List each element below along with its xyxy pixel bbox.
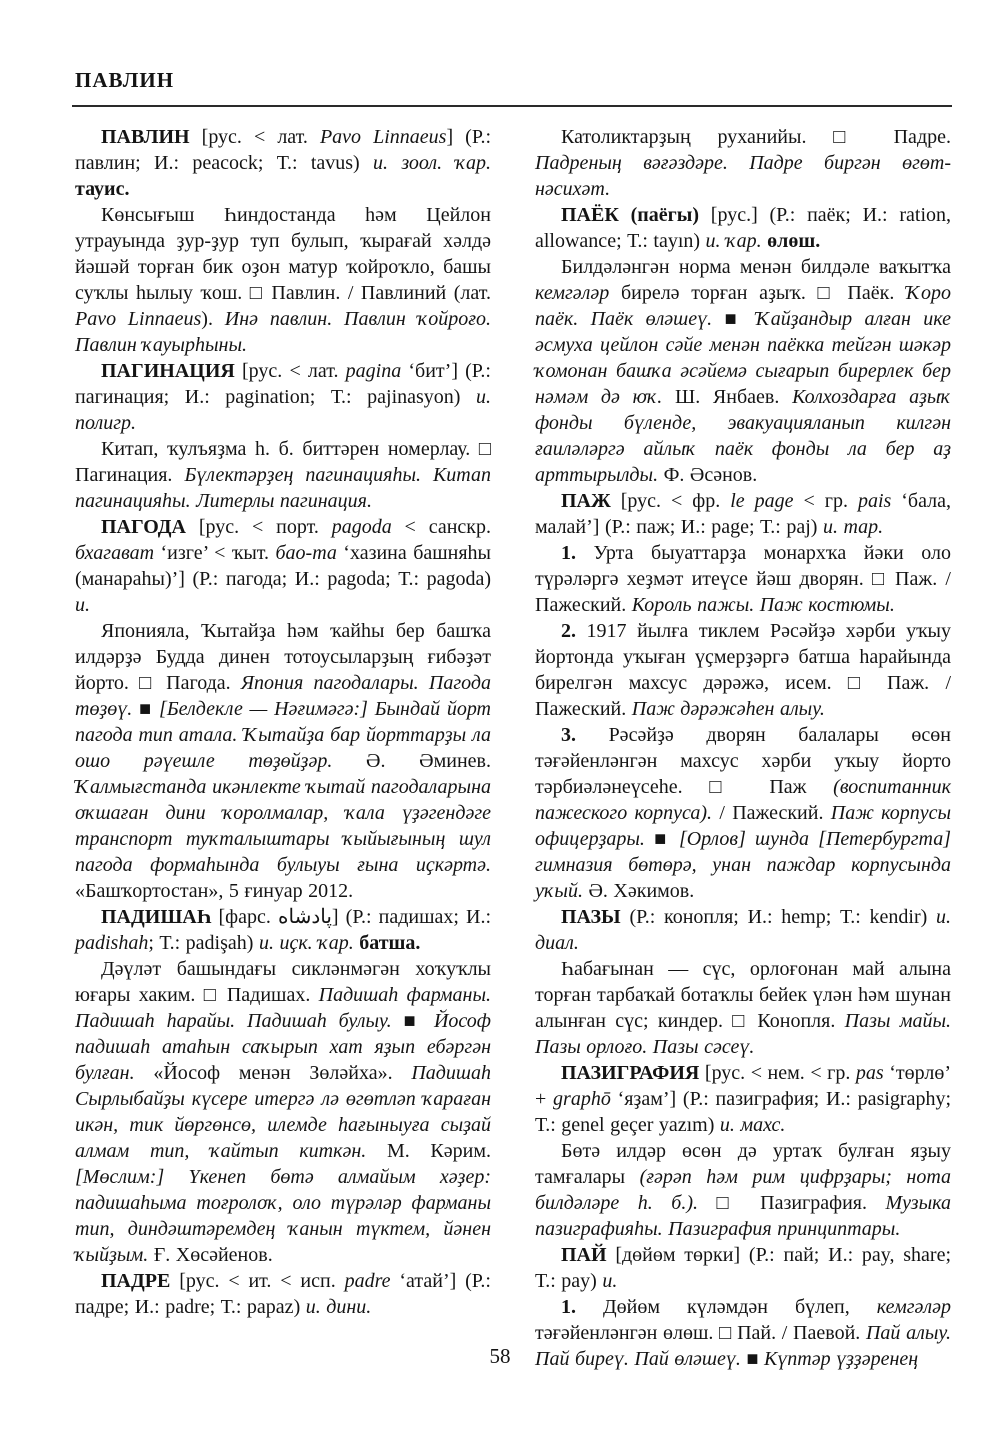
text-run: [рус. < порт. xyxy=(198,516,332,538)
dictionary-paragraph xyxy=(75,514,491,618)
text-run: pagina xyxy=(345,360,402,382)
text-run: (ғәрәп һәм рим цифрҙары; нота билдәләре һ. б.). xyxy=(535,1166,952,1214)
dictionary-paragraph xyxy=(535,202,951,254)
text-run: Колхоздарға аҙыҡ фонды бүленде, эвакуацияланып килгән ғаиләләргә айлыҡ паёк фонды ла бер аҙ арттырылды. xyxy=(535,386,951,486)
dictionary-paragraph xyxy=(75,358,491,436)
text-run: ■ xyxy=(740,1348,764,1370)
text-run: Падишаһ Сырлыбайҙы күсере итергә лә өгөтләп ҡараған икән, тик йөргөнсө, илемде һағыныуға сыҙай алмам тип, ҡайтып киткән. xyxy=(75,1062,491,1162)
text-run: < гр. xyxy=(793,490,858,512)
text-run: ; Т.: padişah) xyxy=(148,932,259,954)
text-run: ‘яҙам’] (Р.: пазиграфия; И.: pasigraphy; Т.: genel geçer yazım) xyxy=(535,1088,951,1136)
dictionary-paragraph xyxy=(535,1242,951,1294)
text-run: бирелә торған аҙыҡ. □ Паёк. xyxy=(609,282,906,304)
text-run: Рәсәйҙә дворян балалары өсөн тәғәйенләнгән махсус хәрби уҡыу йорто тәрбиәләнеүсеһе. □ Паж xyxy=(535,724,951,798)
text-run: pas xyxy=(855,1062,884,1084)
text-run: Урта быуаттарҙа монархҡа йәки оло түрәләргә хеҙмәт итеүсе йәш дворян. □ Паж. / Пажеский. xyxy=(535,542,952,616)
dictionary-paragraph xyxy=(535,722,951,904)
text-run: pagoda xyxy=(331,516,392,538)
text-run: ПАДИШАҺ xyxy=(101,906,219,928)
text-run: [дөйөм төрки] (Р.: пай; И.: pay, share; Т.: pay) xyxy=(535,1244,952,1292)
text-run: ПАЙ xyxy=(561,1244,616,1266)
text-run: [рус. < нем. < гр. xyxy=(704,1062,856,1084)
text-run: 2. xyxy=(561,620,587,642)
text-run: [Орлов] шунда [Петербургта] гимназия бөтөрә, унан паждар корпусында уҡый. xyxy=(535,828,951,902)
text-run: Инә павлин. Павлин ҡойроғо. Павлин ҡауырһыны. xyxy=(75,308,492,356)
text-run: [Мөслим:] Үкенеп бөтә алмайым хәҙер: падишаһыма тоғролоҡ, оло түрәләр фарманы тип, диндәштәремдең ҡанын түктем, йәнен ҡыйҙым. xyxy=(75,1166,491,1266)
text-run: ] (Р.: павлин; И.: peacock; Т.: tavus) xyxy=(75,126,492,174)
text-run: Японияла, Ҡытайҙа һәм ҡайһы бер башҡа илдәрҙә Будда динен тотоусыларҙың ғибәҙәт йорто. □ Пагода. xyxy=(75,620,491,694)
text-run: бао-та xyxy=(275,542,337,564)
text-run: ‘бит’] (Р.: пагинация; И.: pagination; Т.: pajinasyon) xyxy=(75,360,491,408)
dictionary-paragraph xyxy=(535,124,951,202)
text-run: padishah xyxy=(75,932,149,954)
text-run: Падишаһ фарманы. Падишаһ һарайы. Падишаһ булыу. xyxy=(75,984,491,1032)
text-run: / Пажеский. xyxy=(712,802,831,824)
text-run: «Башҡортостан», 5 ғинуар 2012. xyxy=(75,880,354,902)
dictionary-paragraph xyxy=(75,904,491,956)
text-run: Музыка пазиграфияһы. Пазиграфия принциптары. xyxy=(535,1192,951,1240)
text-run: бхагават xyxy=(75,542,155,564)
text-run: 1. xyxy=(561,1296,603,1318)
text-run: и. диал. xyxy=(535,906,952,954)
text-run: Дәүләт башындағы сикләнмәгән хоҡуҡлы юғары хаким. □ Падишах. xyxy=(75,958,491,1006)
dictionary-paragraph xyxy=(75,436,491,514)
text-run: [рус. < лат. xyxy=(201,126,320,148)
text-run: тауис. xyxy=(75,178,130,200)
text-run: Билдәләнгән норма менән билдәле ваҡытҡа xyxy=(561,256,951,278)
dictionary-paragraph xyxy=(535,1060,951,1138)
text-run: Падреның вәғәздәре. Падре биргән өгөт-нәсихәт. xyxy=(535,152,951,200)
header-rule xyxy=(72,105,952,107)
text-run: ‘хазина башняһы (манараһы)’] (Р.: пагода; И.: pagoda; Т.: pagoda) xyxy=(75,542,491,590)
text-run: и. ҡар. xyxy=(705,230,768,252)
text-run: [рус.] (Р.: паёк; И.: ration, allowance; Т.: tayın) xyxy=(535,204,952,252)
text-run: ПАДРЕ xyxy=(101,1270,180,1292)
text-run: ). xyxy=(201,308,225,330)
text-run: Король пажы. Паж костюмы. xyxy=(631,594,895,616)
running-head: ПАВЛИН xyxy=(75,68,175,92)
text-run: ПАЖ xyxy=(561,490,621,512)
text-run: Пазы майы. Пазы орлоғо. Пазы сәсеү. xyxy=(535,1010,952,1058)
dictionary-paragraph xyxy=(535,488,951,540)
text-run: ПАЁК (паёгы) xyxy=(561,204,711,226)
text-run: өлөш. xyxy=(767,230,821,252)
text-run: ‘изге’ < ҡыт. xyxy=(154,542,276,564)
text-run: le page xyxy=(730,490,794,512)
text-run: graphō xyxy=(553,1088,611,1110)
text-run: ПАГОДА xyxy=(101,516,199,538)
text-run: Һабағынан — сүс, орлоғонан май алына торған тарбаҡай ботаҡлы бейек үлән һәм шунан алынған сүс; киндер. □ Конопля. xyxy=(535,958,951,1032)
dictionary-paragraph xyxy=(535,540,951,618)
text-run: ПАЗИГРАФИЯ xyxy=(561,1062,705,1084)
text-run: и. зоол. ҡар. xyxy=(373,152,492,174)
dictionary-paragraph xyxy=(535,956,951,1060)
text-run: тәғәйенләнгән өлөш. □ Пай. / Паевой. xyxy=(535,1322,866,1344)
text-run: Pavo Linnaeus xyxy=(319,126,447,148)
text-run: и. xyxy=(75,594,90,616)
text-columns xyxy=(75,124,951,1372)
text-run: (воспитанник пажеского корпуса). xyxy=(535,776,951,824)
text-run: и. иҫк. ҡар. xyxy=(258,932,360,954)
text-run: padre xyxy=(344,1270,391,1292)
dictionary-paragraph xyxy=(75,1268,491,1320)
text-run: pais xyxy=(857,490,892,512)
text-run: кемгәләр xyxy=(876,1296,951,1318)
text-run: ‘атай’] (Р.: падре; И.: padre; Т.: papaz) xyxy=(75,1270,491,1318)
text-run: Католиктарҙың руханийы. □ Падре. xyxy=(561,126,951,148)
dictionary-paragraph xyxy=(75,202,491,358)
text-run: М. Кәрим. xyxy=(366,1140,492,1162)
text-run: Pavo Linnaeus xyxy=(75,308,202,330)
text-run: Паж дәрәжәһен алыу. xyxy=(631,698,825,720)
text-run: и. дини. xyxy=(305,1296,372,1318)
text-run: Дөйөм күләмдән бүлеп, xyxy=(603,1296,877,1318)
text-run: Паж корпусы офицерҙары. xyxy=(535,802,951,850)
text-run: Ҡалмығстанда икәнлекте ҡытай пагодаларына оҡшаған дини ҡоролмалар, ҡала үҙәгендәге транспорт туҡталыштары ҡыйығының шул пагода формаһында булыуы ғына иҫкәртә. xyxy=(75,776,491,876)
dictionary-paragraph xyxy=(75,956,491,1268)
dictionary-paragraph xyxy=(535,254,951,488)
text-run: Бөтә илдәр өсөн дә уртаҡ булған яҙыу тамғалары xyxy=(535,1140,951,1188)
text-run: [рус. < ит. < исп. xyxy=(179,1270,345,1292)
dictionary-paragraph xyxy=(535,618,951,722)
text-run: 3. xyxy=(561,724,609,746)
text-run: и. махс. xyxy=(719,1114,786,1136)
text-run: ПАВЛИН xyxy=(101,126,202,148)
dictionary-paragraph xyxy=(75,618,491,904)
text-run: ■ xyxy=(132,698,160,720)
right-column xyxy=(535,124,951,1372)
text-run: Ҡоро паёк. Паёк өләшеү. xyxy=(535,282,951,330)
text-run: и. полигр. xyxy=(75,386,491,434)
text-run: Бүлектәрҙең пагинацияһы. Китап пагинацияһы. Литерлы пагинация. xyxy=(75,464,491,512)
text-run: ‘бала, малай’] (Р.: паж; И.: page; Т.: paj) xyxy=(535,490,952,538)
text-run: Китап, ҡулъяҙма һ. б. биттәрен номерлау. □ Пагинация. xyxy=(75,438,491,486)
text-run: ■ xyxy=(712,308,756,330)
text-run: Ә. Хәкимов. xyxy=(582,880,695,902)
text-run: Ә. Әминев. xyxy=(332,750,491,772)
text-run: 1. xyxy=(561,542,594,564)
text-run: Ҡайҙандыр алған ике әсмуха цейлон сәйе менән паёкка тейгән шәкәр ҡомонан башҡа әсәйемә сығарып бирерлек бер нәмәм дә юҡ. xyxy=(535,308,951,408)
page-number: 58 xyxy=(489,1344,511,1368)
text-run: ■ xyxy=(644,828,679,850)
left-column xyxy=(75,124,491,1372)
text-run: Ф. Әсәнов. xyxy=(658,464,758,486)
text-run: Ғ. Хөсәйенов. xyxy=(148,1244,273,1266)
text-run: Йософ падишаһ атаһын саҡырып хат яҙып ебәргән булған. xyxy=(75,1010,491,1084)
text-run: Күптәр үҙҙәренең xyxy=(764,1348,919,1370)
text-run: «Йософ менән Зөләйха». xyxy=(134,1062,412,1084)
text-run: [рус. < фр. xyxy=(620,490,731,512)
text-run: и. xyxy=(602,1270,618,1292)
text-run: [фарс. پادشاه] (Р.: падишах; И.: xyxy=(218,906,492,928)
text-run: ПАЗЫ xyxy=(561,906,630,928)
text-run: Пай алыу. Пай биреү. Пай өләшеү. xyxy=(535,1322,951,1370)
dictionary-paragraph xyxy=(75,124,491,202)
text-run: [рус. < лат. xyxy=(242,360,346,382)
text-run: кемгәләр xyxy=(535,282,610,304)
text-run: Япония пагодалары. Пагода төҙөү. xyxy=(75,672,491,720)
text-run: (Р.: конопля; И.: hemp; Т.: kendir) xyxy=(629,906,937,928)
text-run: и. тар. xyxy=(822,516,884,538)
text-run: < санскр. xyxy=(391,516,491,538)
text-run: Ш. Янбаев. xyxy=(662,386,793,408)
text-run: [Белдекле — Нәғимәгә:] Бындай йорт пагода тип атала. Ҡытайҙа бар йорттарҙы ла ошо рәүешле төҙөйҙәр. xyxy=(75,698,491,772)
text-run: □ Пазиграфия. xyxy=(698,1192,886,1214)
text-run: батша. xyxy=(359,932,421,954)
text-run: ‘төрлө’ + xyxy=(535,1062,952,1110)
text-run: 1917 йылға тиклем Рәсәйҙә хәрби уҡыу йортонда уҡыған үҫмерҙәргә батша һарайында бирелгән махсус дәрәжә, исем. □ Паж. / Пажеский. xyxy=(535,620,951,720)
text-run: ■ xyxy=(391,1010,434,1032)
dictionary-paragraph xyxy=(535,1138,951,1242)
text-run: Көнсығыш Һиндостанда һәм Цейлон утрауында ҙур-ҙур туп булып, ҡырағай хәлдә йәшәй торған бик оҙон матур ҡойроҡло, башы суҡлы һылыу ҡош. □ Павлин. / Павлиний (лат. xyxy=(75,204,491,304)
dictionary-paragraph xyxy=(535,904,951,956)
text-run: ПАГИНАЦИЯ xyxy=(101,360,243,382)
